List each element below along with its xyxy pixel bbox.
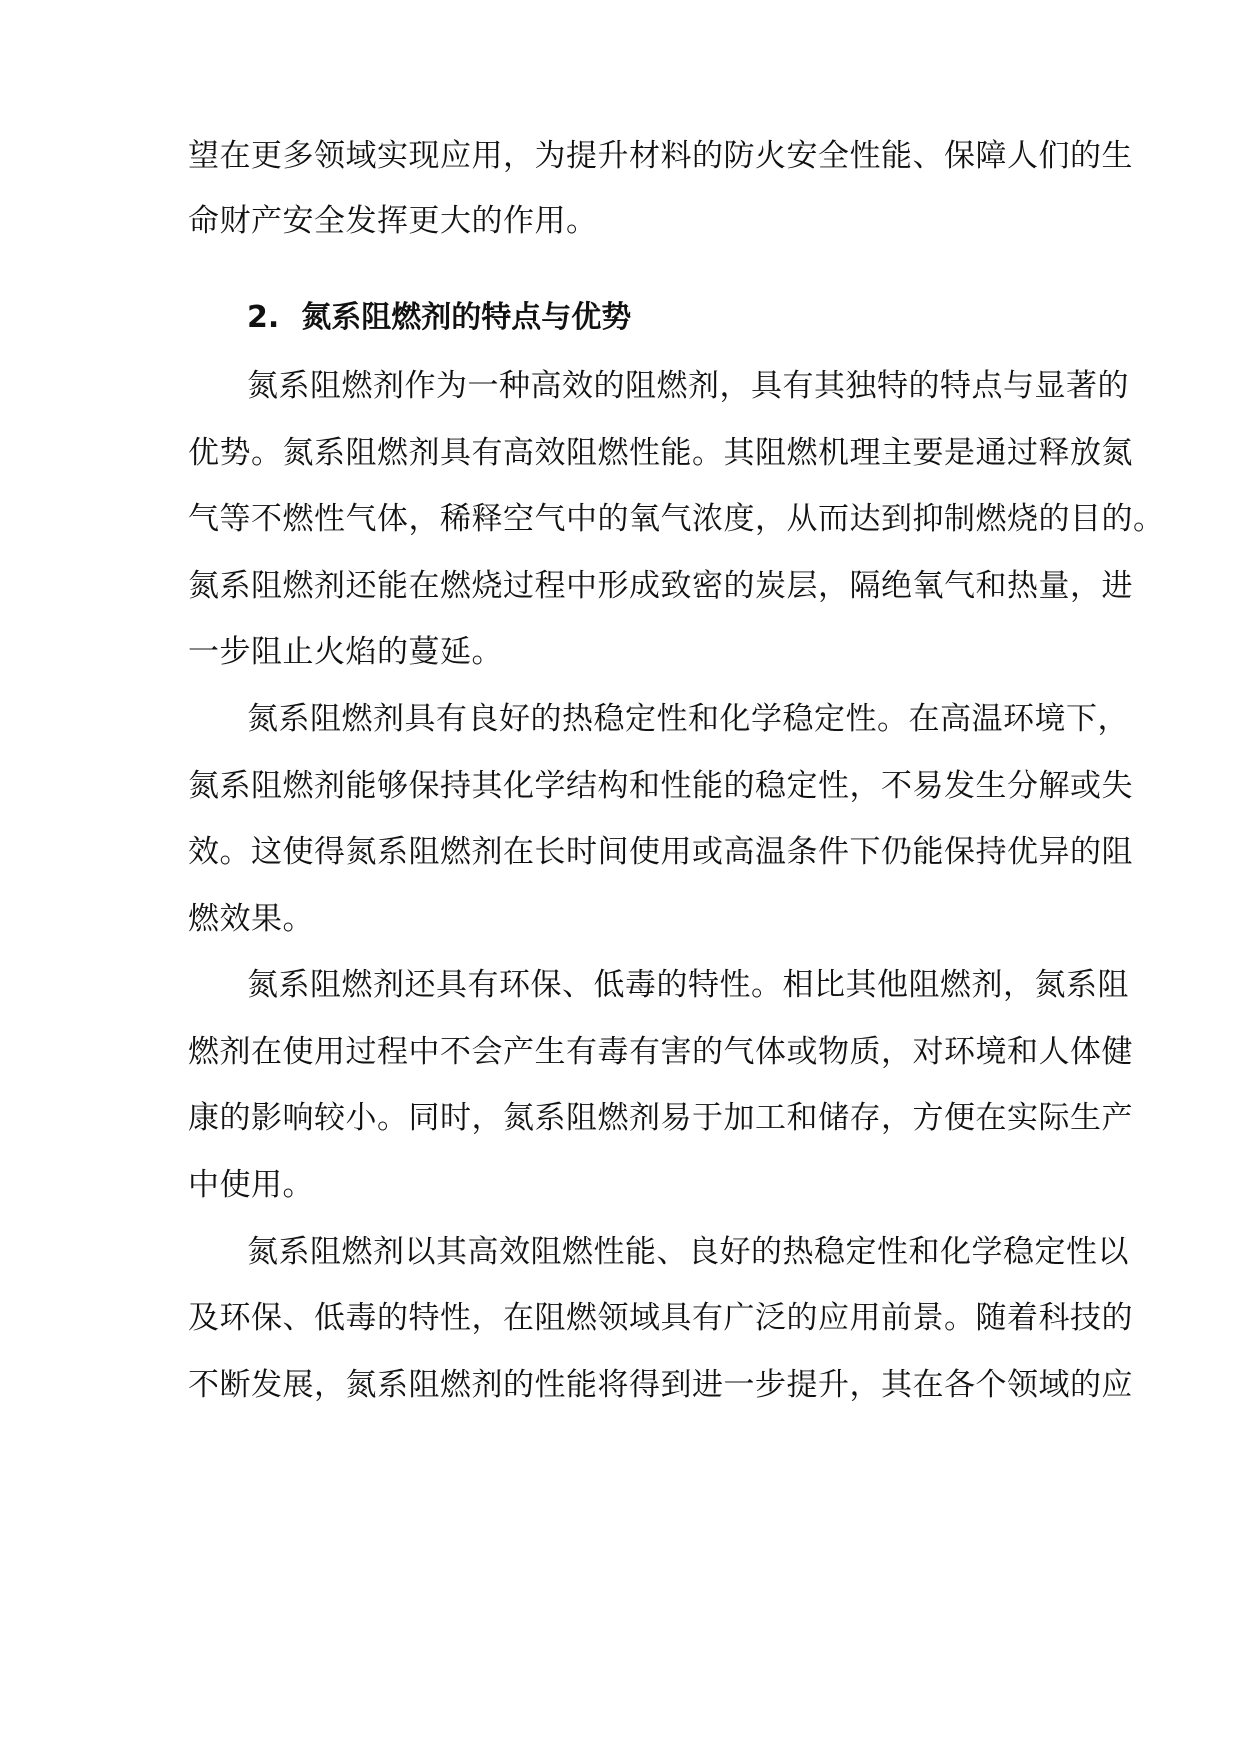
paragraph-2-line-1: 氮系阻燃剂具有良好的热稳定性和化学稳定性。在高温环境下，: [247, 701, 1129, 737]
paragraph-1-line-4: 氮系阻燃剂还能在燃烧过程中形成致密的炭层，隔绝氧气和热量，进: [188, 568, 1133, 604]
intro-line-2: 命财产安全发挥更大的作用。: [188, 203, 598, 239]
paragraph-4-line-3: 不断发展，氮系阻燃剂的性能将得到进一步提升，其在各个领域的应: [188, 1367, 1133, 1403]
section-number: 2.: [247, 300, 280, 335]
paragraph-2-line-2: 氮系阻燃剂能够保持其化学结构和性能的稳定性，不易发生分解或失: [188, 768, 1133, 804]
section-heading: [247, 298, 631, 338]
paragraph-2-line-3: 效。这使得氮系阻燃剂在长时间使用或高温条件下仍能保持优异的阻: [188, 834, 1133, 870]
intro-line-1: 望在更多领域实现应用，为提升材料的防火安全性能、保障人们的生: [188, 138, 1133, 174]
paragraph-1-line-5: 一步阻止火焰的蔓延。: [188, 634, 503, 670]
paragraph-3-line-2: 燃剂在使用过程中不会产生有毒有害的气体或物质，对环境和人体健: [188, 1034, 1133, 1070]
paragraph-2-line-4: 燃效果。: [188, 901, 314, 937]
paragraph-3-line-1: 氮系阻燃剂还具有环保、低毒的特性。相比其他阻燃剂，氮系阻: [247, 967, 1129, 1003]
paragraph-3-line-4: 中使用。: [188, 1167, 314, 1203]
paragraph-1-line-3: 气等不燃性气体，稀释空气中的氧气浓度，从而达到抑制燃烧的目的。: [188, 501, 1165, 537]
section-title: 氮系阻燃剂的特点与优势: [301, 300, 632, 335]
paragraph-3-line-3: 康的影响较小。同时，氮系阻燃剂易于加工和储存，方便在实际生产: [188, 1100, 1133, 1136]
paragraph-4-line-1: 氮系阻燃剂以其高效阻燃性能、良好的热稳定性和化学稳定性以: [247, 1234, 1129, 1270]
paragraph-4-line-2: 及环保、低毒的特性，在阻燃领域具有广泛的应用前景。随着科技的: [188, 1300, 1133, 1336]
paragraph-1-line-1: 氮系阻燃剂作为一种高效的阻燃剂，具有其独特的特点与显著的: [247, 368, 1129, 404]
paragraph-1-line-2: 优势。氮系阻燃剂具有高效阻燃性能。其阻燃机理主要是通过释放氮: [188, 435, 1133, 471]
